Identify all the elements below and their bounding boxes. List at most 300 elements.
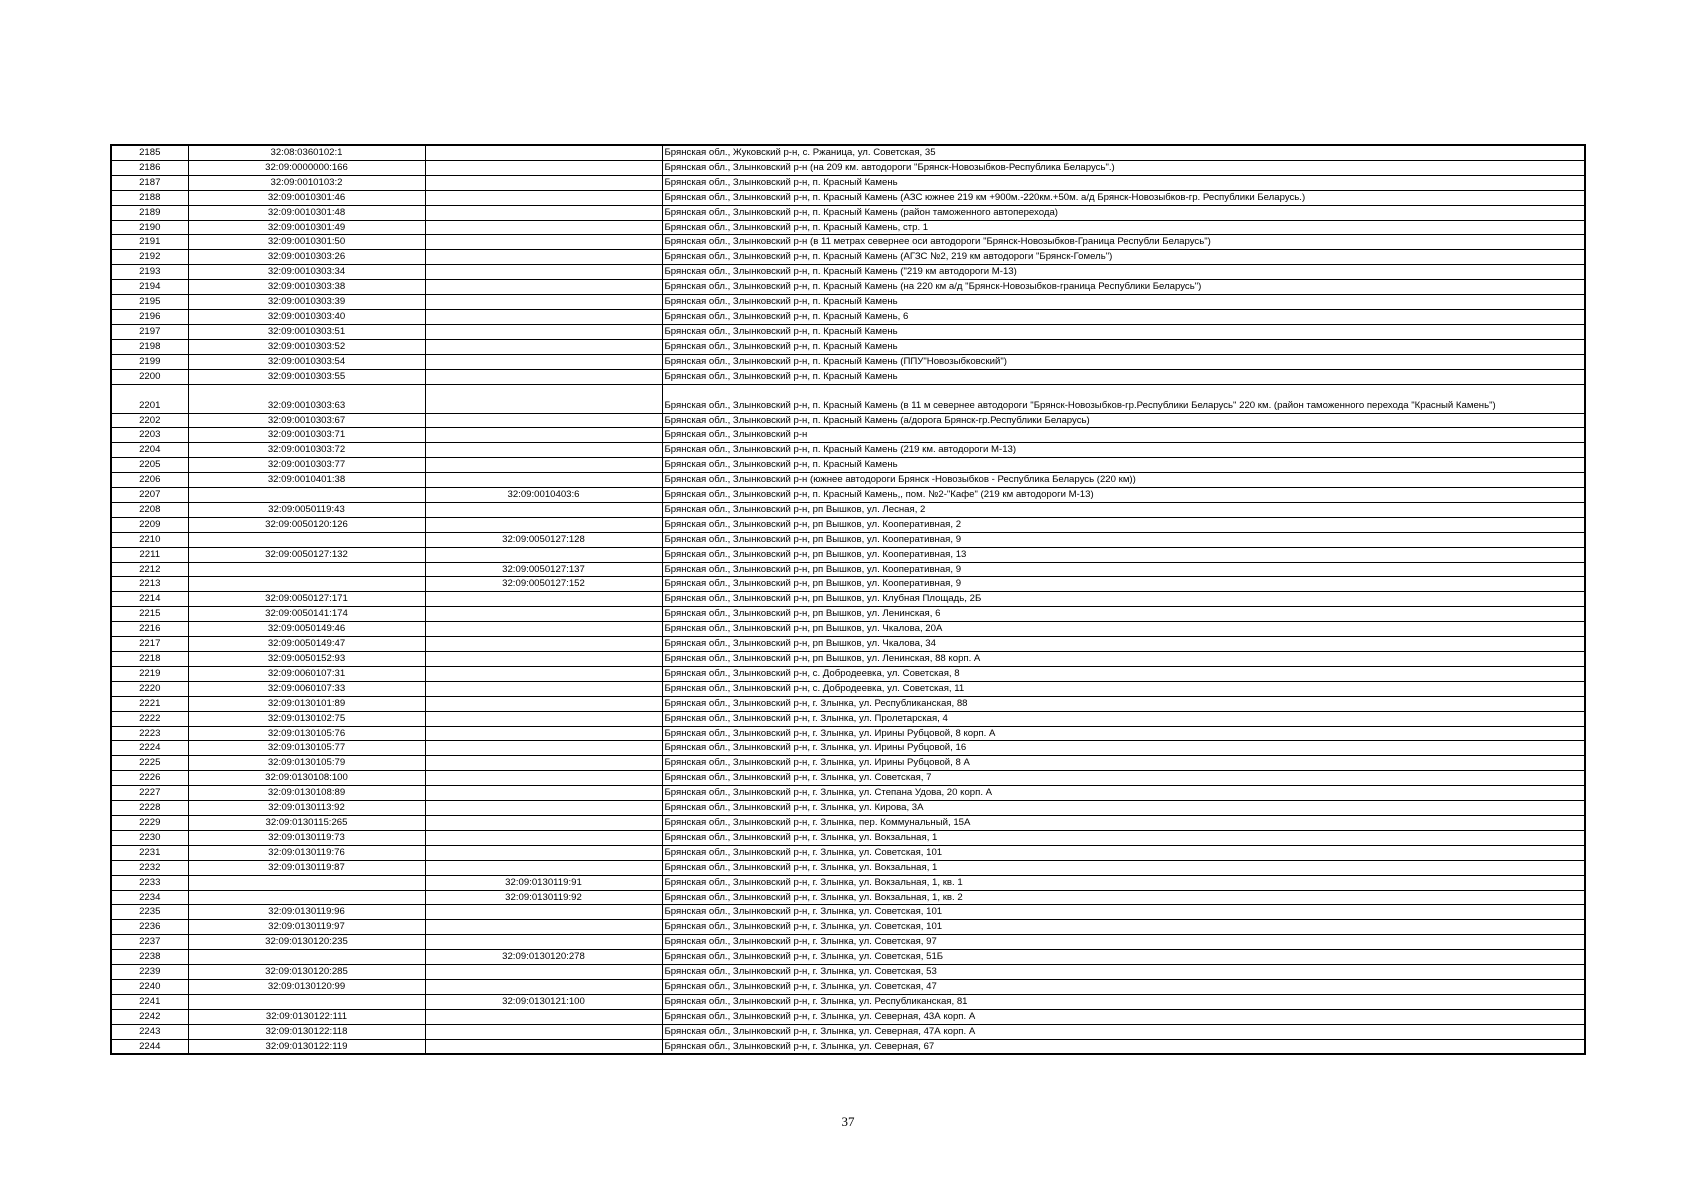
address-cell: Брянская обл., Злынковский р-н, п. Красный Камень xyxy=(662,458,1585,473)
cadastral-number-cell: 32:09:0010401:38 xyxy=(188,473,425,488)
table-row xyxy=(111,280,1585,295)
premises-cadastral-number-cell xyxy=(425,547,662,562)
cadastral-number-cell: 32:09:0130119:73 xyxy=(188,830,425,845)
cadastral-number-cell: 32:09:0130120:285 xyxy=(188,965,425,980)
cadastral-number-cell: 32:09:0010303:34 xyxy=(188,265,425,280)
cadastral-number-cell xyxy=(188,994,425,1009)
premises-cadastral-number-cell xyxy=(425,1024,662,1039)
row-number-cell: 2223 xyxy=(111,726,188,741)
table-row xyxy=(111,250,1585,265)
premises-cadastral-number-cell xyxy=(425,711,662,726)
table-row xyxy=(111,741,1585,756)
table-row xyxy=(111,458,1585,473)
cadastral-number-cell xyxy=(188,890,425,905)
address-cell: Брянская обл., Злынковский р-н, п. Красный Камень xyxy=(662,369,1585,384)
premises-cadastral-number-cell xyxy=(425,652,662,667)
address-cell: Брянская обл., Злынковский р-н, г. Злынка, ул. Советская, 7 xyxy=(662,771,1585,786)
cadastral-number-cell: 32:09:0130105:77 xyxy=(188,741,425,756)
table-row xyxy=(111,726,1585,741)
premises-cadastral-number-cell xyxy=(425,666,662,681)
row-number-cell: 2229 xyxy=(111,815,188,830)
row-number-cell: 2206 xyxy=(111,473,188,488)
cadastral-number-cell: 32:09:0000000:166 xyxy=(188,160,425,175)
row-number-cell: 2218 xyxy=(111,652,188,667)
table-row xyxy=(111,428,1585,443)
table-row xyxy=(111,860,1585,875)
address-cell: Брянская обл., Злынковский р-н, г. Злынка, ул. Ирины Рубцовой, 16 xyxy=(662,741,1585,756)
row-number-cell: 2238 xyxy=(111,950,188,965)
premises-cadastral-number-cell xyxy=(425,756,662,771)
premises-cadastral-number-cell xyxy=(425,771,662,786)
address-cell: Брянская обл., Злынковский р-н, п. Красный Камень (АГЗС №2, 219 км автодороги "Брянск-Гомель") xyxy=(662,250,1585,265)
row-number-cell: 2212 xyxy=(111,562,188,577)
row-number-cell: 2221 xyxy=(111,696,188,711)
row-number-cell: 2203 xyxy=(111,428,188,443)
row-number-cell: 2214 xyxy=(111,592,188,607)
cadastral-number-cell: 32:09:0130122:119 xyxy=(188,1039,425,1054)
row-number-cell: 2232 xyxy=(111,860,188,875)
row-number-cell: 2237 xyxy=(111,935,188,950)
premises-cadastral-number-cell: 32:09:0050127:137 xyxy=(425,562,662,577)
address-cell: Брянская обл., Злынковский р-н, п. Красный Камень (219 км. автодороги М-13) xyxy=(662,443,1585,458)
address-cell: Брянская обл., Злынковский р-н, г. Злынка, ул. Советская, 101 xyxy=(662,845,1585,860)
row-number-cell: 2224 xyxy=(111,741,188,756)
row-number-cell: 2192 xyxy=(111,250,188,265)
row-number-cell: 2231 xyxy=(111,845,188,860)
address-cell: Брянская обл., Злынковский р-н, с. Добродеевка, ул. Советская, 8 xyxy=(662,666,1585,681)
premises-cadastral-number-cell xyxy=(425,786,662,801)
premises-cadastral-number-cell xyxy=(425,592,662,607)
premises-cadastral-number-cell xyxy=(425,145,662,160)
cadastral-number-cell: 32:09:0130108:89 xyxy=(188,786,425,801)
row-number-cell: 2228 xyxy=(111,801,188,816)
table-row xyxy=(111,354,1585,369)
premises-cadastral-number-cell xyxy=(425,384,662,413)
table-row xyxy=(111,815,1585,830)
table-row xyxy=(111,443,1585,458)
cadastral-number-cell: 32:09:0130120:235 xyxy=(188,935,425,950)
cadastral-number-cell: 32:09:0130105:76 xyxy=(188,726,425,741)
address-cell: Брянская обл., Злынковский р-н xyxy=(662,428,1585,443)
premises-cadastral-number-cell: 32:09:0010403:6 xyxy=(425,488,662,503)
cadastral-number-cell: 32:09:0050152:93 xyxy=(188,652,425,667)
row-number-cell: 2187 xyxy=(111,175,188,190)
table-row xyxy=(111,607,1585,622)
cadastral-number-cell: 32:09:0050120:126 xyxy=(188,517,425,532)
cadastral-number-cell: 32:09:0010303:72 xyxy=(188,443,425,458)
address-cell: Брянская обл., Злынковский р-н, рп Вышков, ул. Чкалова, 34 xyxy=(662,637,1585,652)
table-row xyxy=(111,875,1585,890)
cadastral-number-cell xyxy=(188,562,425,577)
table-row xyxy=(111,920,1585,935)
address-cell: Брянская обл., Злынковский р-н, п. Красный Камень xyxy=(662,175,1585,190)
cadastral-number-cell: 32:08:0360102:1 xyxy=(188,145,425,160)
address-cell: Брянская обл., Злынковский р-н, г. Злынка, ул. Вокзальная, 1, кв. 2 xyxy=(662,890,1585,905)
address-cell: Брянская обл., Злынковский р-н, г. Злынка, ул. Республиканская, 88 xyxy=(662,696,1585,711)
row-number-cell: 2198 xyxy=(111,339,188,354)
premises-cadastral-number-cell xyxy=(425,309,662,324)
premises-cadastral-number-cell xyxy=(425,502,662,517)
cadastral-number-cell: 32:09:0010303:38 xyxy=(188,280,425,295)
cadastral-number-cell: 32:09:0010303:54 xyxy=(188,354,425,369)
premises-cadastral-number-cell xyxy=(425,696,662,711)
table-row xyxy=(111,711,1585,726)
address-cell: Брянская обл., Злынковский р-н, рп Вышков, ул. Ленинская, 88 корп. А xyxy=(662,652,1585,667)
table-row xyxy=(111,235,1585,250)
row-number-cell: 2234 xyxy=(111,890,188,905)
row-number-cell: 2189 xyxy=(111,205,188,220)
cadastral-number-cell: 32:09:0050127:132 xyxy=(188,547,425,562)
row-number-cell: 2195 xyxy=(111,295,188,310)
cadastral-number-cell: 32:09:0130105:79 xyxy=(188,756,425,771)
cadastral-number-cell: 32:09:0010303:77 xyxy=(188,458,425,473)
property-table-body xyxy=(111,145,1585,1054)
table-row xyxy=(111,339,1585,354)
premises-cadastral-number-cell xyxy=(425,413,662,428)
cadastral-number-cell: 32:09:0130119:97 xyxy=(188,920,425,935)
address-cell: Брянская обл., Жуковский р-н, с. Ржаница, ул. Советская, 35 xyxy=(662,145,1585,160)
cadastral-number-cell: 32:09:0010301:50 xyxy=(188,235,425,250)
page-number: 37 xyxy=(841,1114,855,1129)
address-cell: Брянская обл., Злынковский р-н, г. Злынка, ул. Северная, 43А корп. А xyxy=(662,1009,1585,1024)
cadastral-number-cell: 32:09:0130120:99 xyxy=(188,979,425,994)
premises-cadastral-number-cell xyxy=(425,250,662,265)
premises-cadastral-number-cell: 32:09:0130121:100 xyxy=(425,994,662,1009)
table-row xyxy=(111,488,1585,503)
address-cell: Брянская обл., Злынковский р-н, п. Красный Камень (АЗС южнее 219 км +900м.-220км.+50м. а/д Брянск-Новозыбков-гр. Республики Беларусь.) xyxy=(662,190,1585,205)
premises-cadastral-number-cell xyxy=(425,339,662,354)
row-number-cell: 2190 xyxy=(111,220,188,235)
premises-cadastral-number-cell xyxy=(425,235,662,250)
row-number-cell: 2211 xyxy=(111,547,188,562)
table-row xyxy=(111,845,1585,860)
table-row xyxy=(111,205,1585,220)
table-row xyxy=(111,547,1585,562)
row-number-cell: 2209 xyxy=(111,517,188,532)
address-cell: Брянская обл., Злынковский р-н, п. Красный Камень ("219 км автодороги М-13) xyxy=(662,265,1585,280)
cadastral-number-cell: 32:09:0050127:171 xyxy=(188,592,425,607)
premises-cadastral-number-cell xyxy=(425,815,662,830)
row-number-cell: 2208 xyxy=(111,502,188,517)
premises-cadastral-number-cell xyxy=(425,369,662,384)
address-cell: Брянская обл., Злынковский р-н, п. Красный Камень (в 11 м севернее автодороги "Брянск-Новозыбков-гр.Республики Беларусь" 220 км. (район таможенного перехода "Красный Камень") xyxy=(662,384,1585,413)
row-number-cell: 2185 xyxy=(111,145,188,160)
premises-cadastral-number-cell xyxy=(425,801,662,816)
address-cell: Брянская обл., Злынковский р-н, г. Злынка, ул. Советская, 101 xyxy=(662,920,1585,935)
address-cell: Брянская обл., Злынковский р-н, с. Добродеевка, ул. Советская, 11 xyxy=(662,681,1585,696)
cadastral-number-cell: 32:09:0010303:63 xyxy=(188,384,425,413)
row-number-cell: 2226 xyxy=(111,771,188,786)
address-cell: Брянская обл., Злынковский р-н, рп Вышков, ул. Ленинская, 6 xyxy=(662,607,1585,622)
cadastral-number-cell: 32:09:0010303:26 xyxy=(188,250,425,265)
property-table-container xyxy=(110,144,1584,1055)
table-row xyxy=(111,592,1585,607)
premises-cadastral-number-cell: 32:09:0130119:92 xyxy=(425,890,662,905)
premises-cadastral-number-cell xyxy=(425,681,662,696)
cadastral-number-cell: 32:09:0130115:265 xyxy=(188,815,425,830)
row-number-cell: 2188 xyxy=(111,190,188,205)
table-row xyxy=(111,771,1585,786)
cadastral-number-cell: 32:09:0130101:89 xyxy=(188,696,425,711)
row-number-cell: 2242 xyxy=(111,1009,188,1024)
table-row xyxy=(111,220,1585,235)
table-row xyxy=(111,1039,1585,1054)
row-number-cell: 2235 xyxy=(111,905,188,920)
row-number-cell: 2199 xyxy=(111,354,188,369)
table-row xyxy=(111,1009,1585,1024)
address-cell: Брянская обл., Злынковский р-н, рп Вышков, ул. Кооперативная, 9 xyxy=(662,532,1585,547)
premises-cadastral-number-cell xyxy=(425,205,662,220)
premises-cadastral-number-cell xyxy=(425,324,662,339)
table-row xyxy=(111,369,1585,384)
cadastral-number-cell: 32:09:0050119:43 xyxy=(188,502,425,517)
table-row xyxy=(111,830,1585,845)
address-cell: Брянская обл., Злынковский р-н, г. Злынка, ул. Степана Удова, 20 корп. А xyxy=(662,786,1585,801)
cadastral-number-cell xyxy=(188,532,425,547)
row-number-cell: 2186 xyxy=(111,160,188,175)
table-row xyxy=(111,801,1585,816)
cadastral-number-cell: 32:09:0130119:87 xyxy=(188,860,425,875)
table-row xyxy=(111,950,1585,965)
table-row xyxy=(111,681,1585,696)
premises-cadastral-number-cell xyxy=(425,845,662,860)
address-cell: Брянская обл., Злынковский р-н, рп Вышков, ул. Кооперативная, 13 xyxy=(662,547,1585,562)
row-number-cell: 2193 xyxy=(111,265,188,280)
table-row xyxy=(111,652,1585,667)
table-row xyxy=(111,562,1585,577)
row-number-cell: 2236 xyxy=(111,920,188,935)
row-number-cell: 2204 xyxy=(111,443,188,458)
table-row xyxy=(111,190,1585,205)
address-cell: Брянская обл., Злынковский р-н, г. Злынка, ул. Советская, 51Б xyxy=(662,950,1585,965)
row-number-cell: 2244 xyxy=(111,1039,188,1054)
address-cell: Брянская обл., Злынковский р-н, п. Красный Камень xyxy=(662,324,1585,339)
table-row xyxy=(111,666,1585,681)
row-number-cell: 2222 xyxy=(111,711,188,726)
address-cell: Брянская обл., Злынковский р-н, г. Злынка, ул. Северная, 47А корп. А xyxy=(662,1024,1585,1039)
cadastral-number-cell: 32:09:0010301:46 xyxy=(188,190,425,205)
cadastral-number-cell: 32:09:0010303:52 xyxy=(188,339,425,354)
premises-cadastral-number-cell xyxy=(425,741,662,756)
row-number-cell: 2227 xyxy=(111,786,188,801)
premises-cadastral-number-cell xyxy=(425,860,662,875)
table-row xyxy=(111,145,1585,160)
cadastral-number-cell: 32:09:0130108:100 xyxy=(188,771,425,786)
cadastral-number-cell: 32:09:0050149:46 xyxy=(188,622,425,637)
premises-cadastral-number-cell xyxy=(425,935,662,950)
address-cell: Брянская обл., Злынковский р-н, п. Красный Камень (ППУ"Новозыбковский") xyxy=(662,354,1585,369)
table-row xyxy=(111,637,1585,652)
table-row xyxy=(111,384,1585,413)
address-cell: Брянская обл., Злынковский р-н, рп Вышков, ул. Чкалова, 20А xyxy=(662,622,1585,637)
premises-cadastral-number-cell xyxy=(425,443,662,458)
address-cell: Брянская обл., Злынковский р-н, рп Вышков, ул. Кооперативная, 9 xyxy=(662,562,1585,577)
address-cell: Брянская обл., Злынковский р-н, г. Злынка, ул. Советская, 101 xyxy=(662,905,1585,920)
table-row xyxy=(111,413,1585,428)
row-number-cell: 2230 xyxy=(111,830,188,845)
premises-cadastral-number-cell xyxy=(425,175,662,190)
table-row xyxy=(111,265,1585,280)
row-number-cell: 2220 xyxy=(111,681,188,696)
row-number-cell: 2240 xyxy=(111,979,188,994)
premises-cadastral-number-cell xyxy=(425,637,662,652)
row-number-cell: 2210 xyxy=(111,532,188,547)
row-number-cell: 2201 xyxy=(111,384,188,413)
premises-cadastral-number-cell xyxy=(425,160,662,175)
table-row xyxy=(111,935,1585,950)
table-row xyxy=(111,890,1585,905)
table-row xyxy=(111,324,1585,339)
address-cell: Брянская обл., Злынковский р-н, г. Злынка, ул. Советская, 47 xyxy=(662,979,1585,994)
cadastral-number-cell: 32:09:0060107:31 xyxy=(188,666,425,681)
address-cell: Брянская обл., Злынковский р-н, г. Злынка, ул. Пролетарская, 4 xyxy=(662,711,1585,726)
premises-cadastral-number-cell: 32:09:0130119:91 xyxy=(425,875,662,890)
cadastral-number-cell: 32:09:0130119:76 xyxy=(188,845,425,860)
cadastral-number-cell: 32:09:0050149:47 xyxy=(188,637,425,652)
premises-cadastral-number-cell xyxy=(425,1039,662,1054)
table-row xyxy=(111,1024,1585,1039)
premises-cadastral-number-cell xyxy=(425,428,662,443)
address-cell: Брянская обл., Злынковский р-н, г. Злынка, ул. Вокзальная, 1 xyxy=(662,830,1585,845)
address-cell: Брянская обл., Злынковский р-н, рп Вышков, ул. Клубная Площадь, 2Б xyxy=(662,592,1585,607)
address-cell: Брянская обл., Злынковский р-н, г. Злынка, ул. Ирины Рубцовой, 8 А xyxy=(662,756,1585,771)
row-number-cell: 2205 xyxy=(111,458,188,473)
table-row xyxy=(111,786,1585,801)
cadastral-number-cell xyxy=(188,950,425,965)
table-row xyxy=(111,532,1585,547)
table-row xyxy=(111,577,1585,592)
cadastral-number-cell xyxy=(188,577,425,592)
cadastral-number-cell: 32:09:0010301:49 xyxy=(188,220,425,235)
premises-cadastral-number-cell xyxy=(425,622,662,637)
row-number-cell: 2197 xyxy=(111,324,188,339)
address-cell: Брянская обл., Злынковский р-н, г. Злынка, ул. Вокзальная, 1, кв. 1 xyxy=(662,875,1585,890)
cadastral-number-cell: 32:09:0060107:33 xyxy=(188,681,425,696)
address-cell: Брянская обл., Злынковский р-н, г. Злынка, ул. Советская, 97 xyxy=(662,935,1585,950)
table-row xyxy=(111,979,1585,994)
row-number-cell: 2239 xyxy=(111,965,188,980)
premises-cadastral-number-cell xyxy=(425,354,662,369)
address-cell: Брянская обл., Злынковский р-н, рп Вышков, ул. Кооперативная, 2 xyxy=(662,517,1585,532)
table-row xyxy=(111,295,1585,310)
premises-cadastral-number-cell: 32:09:0130120:278 xyxy=(425,950,662,965)
table-row xyxy=(111,756,1585,771)
cadastral-number-cell: 32:09:0010303:67 xyxy=(188,413,425,428)
row-number-cell: 2243 xyxy=(111,1024,188,1039)
table-row xyxy=(111,502,1585,517)
address-cell: Брянская обл., Злынковский р-н, п. Красный Камень, стр. 1 xyxy=(662,220,1585,235)
address-cell: Брянская обл., Злынковский р-н, п. Красный Камень,, пом. №2-"Кафе" (219 км автодороги М-13) xyxy=(662,488,1585,503)
premises-cadastral-number-cell: 32:09:0050127:128 xyxy=(425,532,662,547)
row-number-cell: 2225 xyxy=(111,756,188,771)
table-row xyxy=(111,696,1585,711)
premises-cadastral-number-cell xyxy=(425,1009,662,1024)
address-cell: Брянская обл., Злынковский р-н (южнее автодороги Брянск -Новозыбков - Республика Беларусь (220 км)) xyxy=(662,473,1585,488)
cadastral-number-cell: 32:09:0130122:118 xyxy=(188,1024,425,1039)
premises-cadastral-number-cell xyxy=(425,979,662,994)
row-number-cell: 2216 xyxy=(111,622,188,637)
row-number-cell: 2215 xyxy=(111,607,188,622)
table-row xyxy=(111,905,1585,920)
cadastral-number-cell: 32:09:0010303:39 xyxy=(188,295,425,310)
address-cell: Брянская обл., Злынковский р-н, п. Красный Камень (район таможенного автоперехода) xyxy=(662,205,1585,220)
cadastral-number-cell xyxy=(188,875,425,890)
premises-cadastral-number-cell xyxy=(425,726,662,741)
premises-cadastral-number-cell xyxy=(425,905,662,920)
premises-cadastral-number-cell xyxy=(425,295,662,310)
premises-cadastral-number-cell xyxy=(425,265,662,280)
row-number-cell: 2196 xyxy=(111,309,188,324)
cadastral-number-cell: 32:09:0010103:2 xyxy=(188,175,425,190)
cadastral-number-cell: 32:09:0130113:92 xyxy=(188,801,425,816)
address-cell: Брянская обл., Злынковский р-н, г. Злынка, ул. Советская, 53 xyxy=(662,965,1585,980)
cadastral-number-cell: 32:09:0050141:174 xyxy=(188,607,425,622)
premises-cadastral-number-cell xyxy=(425,458,662,473)
row-number-cell: 2191 xyxy=(111,235,188,250)
premises-cadastral-number-cell xyxy=(425,830,662,845)
premises-cadastral-number-cell xyxy=(425,220,662,235)
cadastral-number-cell: 32:09:0010303:71 xyxy=(188,428,425,443)
address-cell: Брянская обл., Злынковский р-н, п. Красный Камень (а/дорога Брянск-гр.Республики Беларусь) xyxy=(662,413,1585,428)
address-cell: Брянская обл., Злынковский р-н, п. Красный Камень xyxy=(662,295,1585,310)
address-cell: Брянская обл., Злынковский р-н, г. Злынка, ул. Кирова, 3А xyxy=(662,801,1585,816)
row-number-cell: 2202 xyxy=(111,413,188,428)
premises-cadastral-number-cell xyxy=(425,473,662,488)
premises-cadastral-number-cell xyxy=(425,607,662,622)
address-cell: Брянская обл., Злынковский р-н, г. Злынка, ул. Вокзальная, 1 xyxy=(662,860,1585,875)
table-row xyxy=(111,517,1585,532)
premises-cadastral-number-cell xyxy=(425,517,662,532)
premises-cadastral-number-cell xyxy=(425,190,662,205)
address-cell: Брянская обл., Злынковский р-н (в 11 метрах севернее оси автодороги "Брянск-Новозыбков-Граница Республи Беларусь") xyxy=(662,235,1585,250)
cadastral-number-cell: 32:09:0010303:40 xyxy=(188,309,425,324)
row-number-cell: 2241 xyxy=(111,994,188,1009)
cadastral-number-cell: 32:09:0130122:111 xyxy=(188,1009,425,1024)
table-row xyxy=(111,175,1585,190)
row-number-cell: 2207 xyxy=(111,488,188,503)
premises-cadastral-number-cell xyxy=(425,965,662,980)
row-number-cell: 2219 xyxy=(111,666,188,681)
table-row xyxy=(111,473,1585,488)
premises-cadastral-number-cell xyxy=(425,920,662,935)
row-number-cell: 2233 xyxy=(111,875,188,890)
address-cell: Брянская обл., Злынковский р-н, г. Злынка, ул. Республиканская, 81 xyxy=(662,994,1585,1009)
address-cell: Брянская обл., Злынковский р-н, п. Красный Камень (на 220 км а/д "Брянск-Новозыбков-граница Республики Беларусь") xyxy=(662,280,1585,295)
cadastral-number-cell: 32:09:0010301:48 xyxy=(188,205,425,220)
address-cell: Брянская обл., Злынковский р-н, п. Красный Камень, 6 xyxy=(662,309,1585,324)
property-table xyxy=(110,144,1586,1055)
table-row xyxy=(111,994,1585,1009)
row-number-cell: 2217 xyxy=(111,637,188,652)
address-cell: Брянская обл., Злынковский р-н, п. Красный Камень xyxy=(662,339,1585,354)
address-cell: Брянская обл., Злынковский р-н, г. Злынка, ул. Северная, 67 xyxy=(662,1039,1585,1054)
cadastral-number-cell: 32:09:0130102:75 xyxy=(188,711,425,726)
address-cell: Брянская обл., Злынковский р-н, рп Вышков, ул. Лесная, 2 xyxy=(662,502,1585,517)
address-cell: Брянская обл., Злынковский р-н (на 209 км. автодороги "Брянск-Новозыбков-Республика Беларусь".) xyxy=(662,160,1585,175)
row-number-cell: 2200 xyxy=(111,369,188,384)
cadastral-number-cell: 32:09:0130119:96 xyxy=(188,905,425,920)
table-row xyxy=(111,622,1585,637)
table-row xyxy=(111,160,1585,175)
row-number-cell: 2213 xyxy=(111,577,188,592)
address-cell: Брянская обл., Злынковский р-н, г. Злынка, ул. Ирины Рубцовой, 8 корп. А xyxy=(662,726,1585,741)
cadastral-number-cell xyxy=(188,488,425,503)
address-cell: Брянская обл., Злынковский р-н, рп Вышков, ул. Кооперативная, 9 xyxy=(662,577,1585,592)
cadastral-number-cell: 32:09:0010303:55 xyxy=(188,369,425,384)
cadastral-number-cell: 32:09:0010303:51 xyxy=(188,324,425,339)
table-row xyxy=(111,965,1585,980)
address-cell: Брянская обл., Злынковский р-н, г. Злынка, пер. Коммунальный, 15А xyxy=(662,815,1585,830)
